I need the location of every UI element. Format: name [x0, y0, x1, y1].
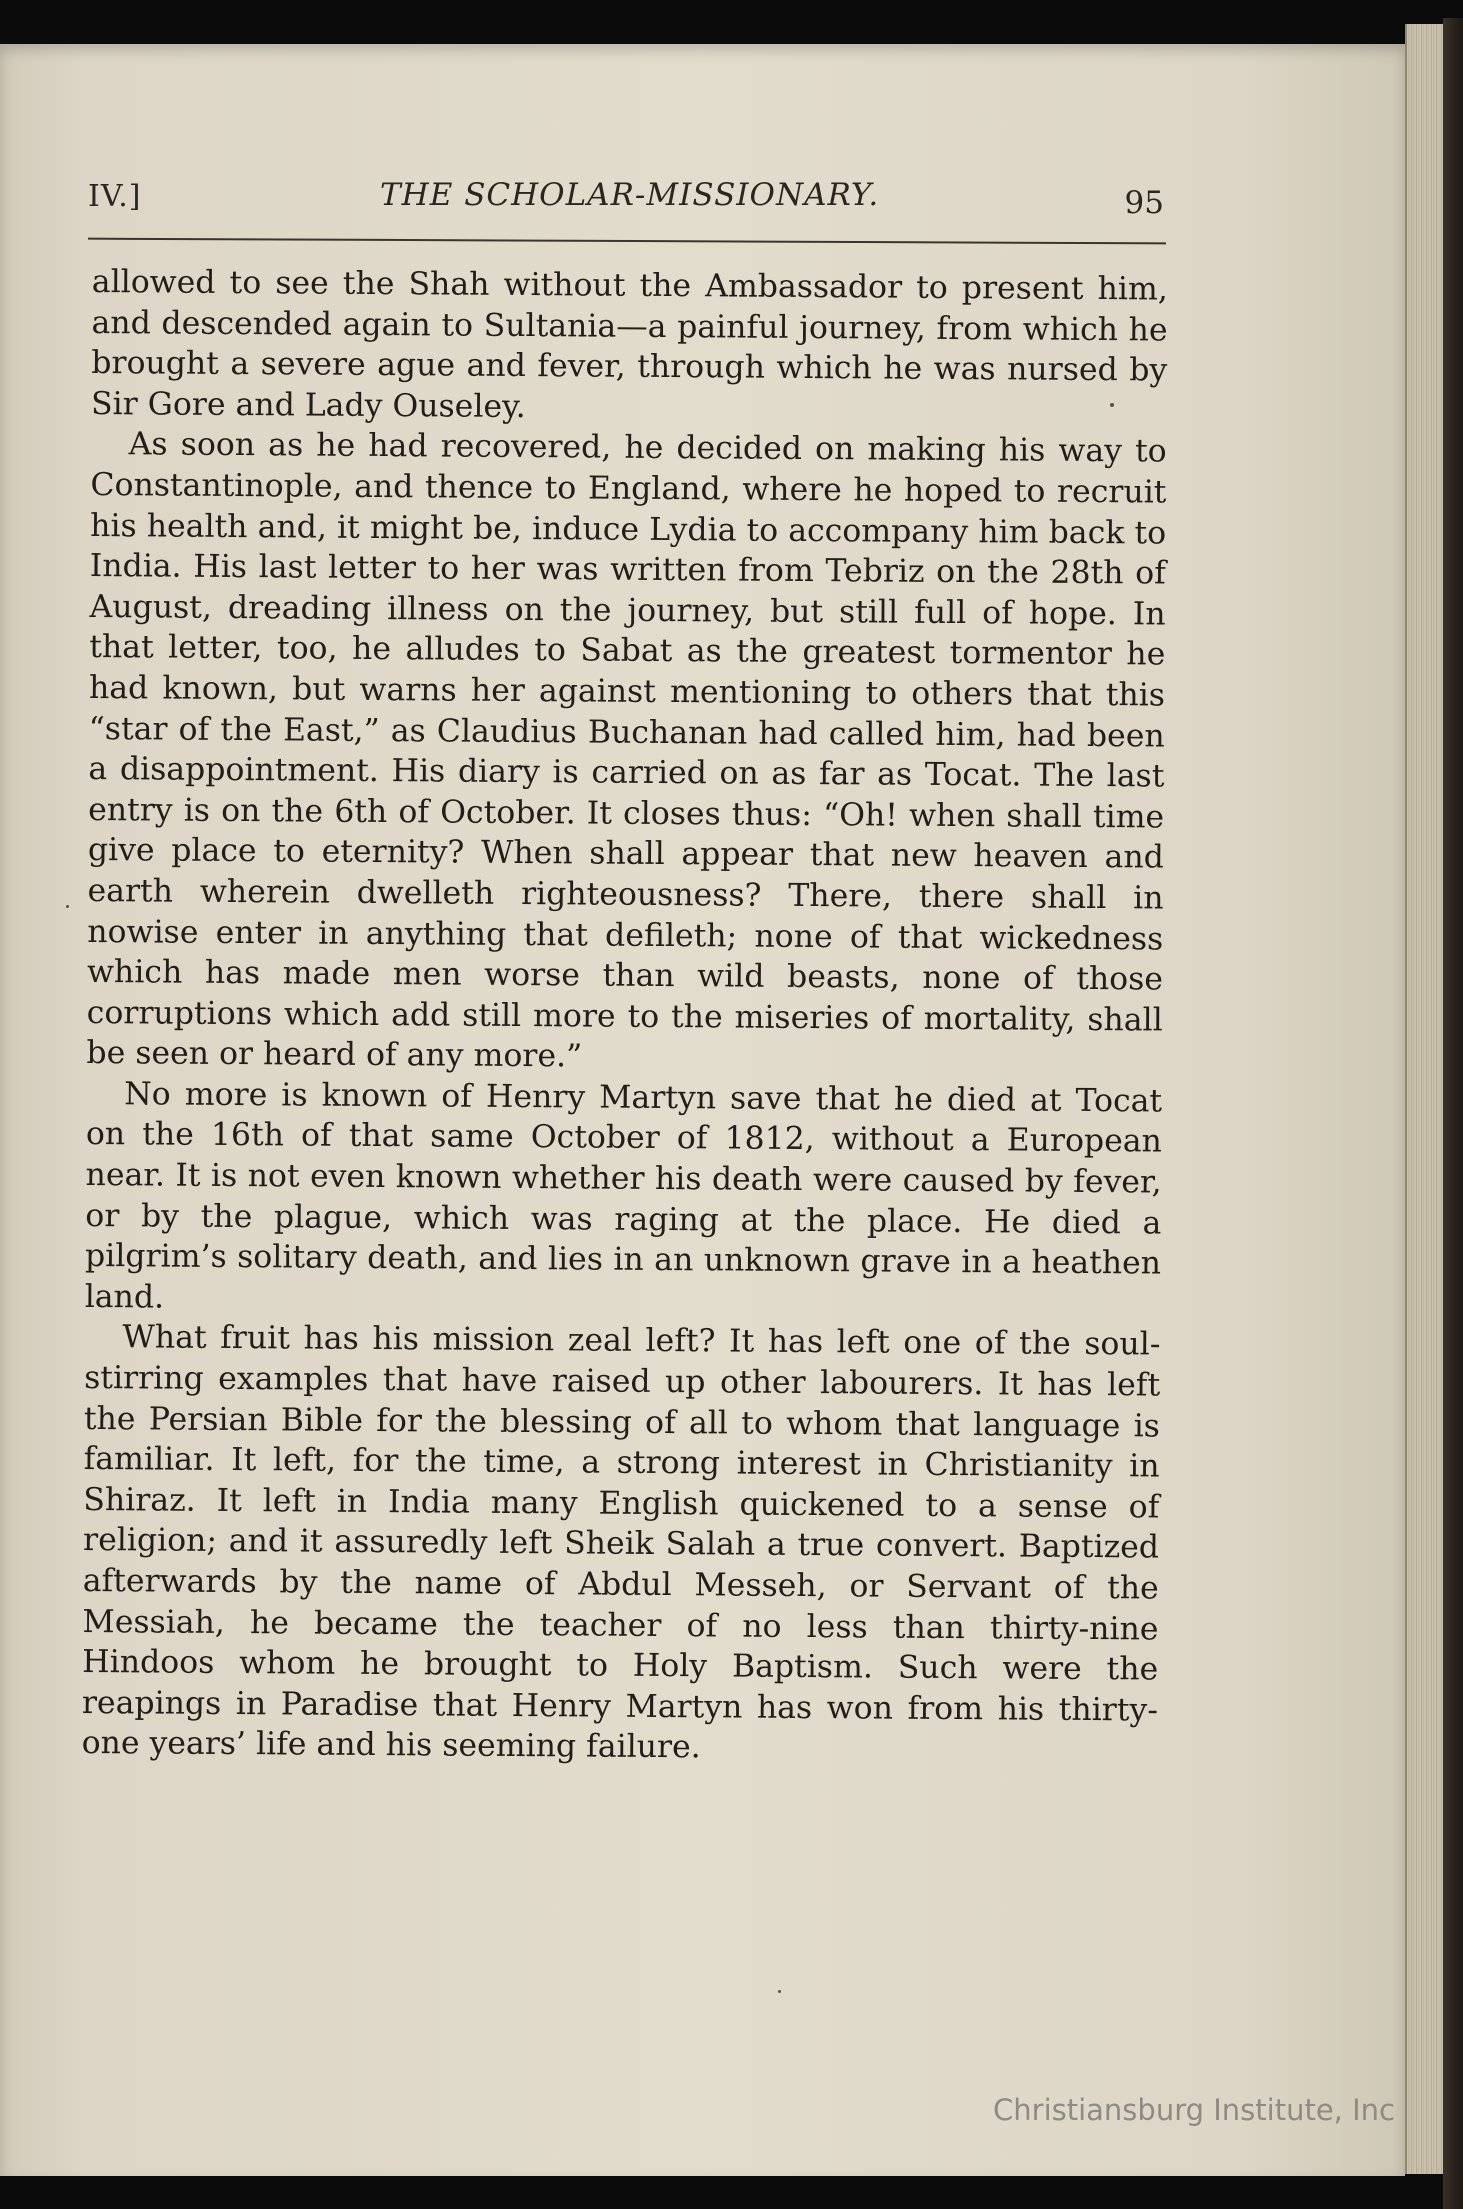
body-text	[82, 262, 1168, 1771]
paper-speck	[778, 1990, 781, 1993]
page-edges	[1405, 24, 1445, 2174]
paper-speck	[66, 905, 69, 908]
chapter-number: IV.]	[88, 179, 142, 214]
paragraph: What fruit has his mission zeal left? It has left one of the soul-stirring examples that have raised up other labourers. It has left the Persian Bible for the blessing of all to whom that language is familiar. It left, for the time, a strong interest in Christianity in Shiraz. It left in India many English quickened to a sense of religion; and it assuredly left Sheik Salah a true convert. Baptized afterwards by the name of Abdul Messeh, or Servant of the Messiah, he became the teacher of no less than thirty-nine Hindoos whom he brought to Holy Baptism. Such were the reapings in Paradise that Henry Martyn has won from his thirty-one years’ life and his seeming failure.	[81, 1319, 1161, 1766]
page-number: 95	[1124, 185, 1164, 221]
watermark: Christiansburg Institute, Inc	[993, 2093, 1395, 2127]
paper-speck	[1110, 403, 1114, 407]
book-binding-edge	[1443, 18, 1463, 2209]
paragraph: No more is known of Henry Martyn save that he died at Tocat on the 16th of that same October of 1812, without a European near. It is not even known whether his death were caused by fever, or by the plague, which was raging at the place. He died a pilgrim’s solitary death, and lies in an unknown grave in a heathen land.	[84, 1076, 1163, 1316]
paragraph-continued: allowed to see the Shah without the Ambassador to present him, and descended again to Sultania—a painful journey, from which he brought a severe ague and fever, through which he was nursed by Sir Gore and Lady Ouseley.	[90, 263, 1168, 425]
running-header	[88, 175, 1164, 233]
running-title: THE SCHOLAR-MISSIONARY.	[380, 177, 880, 213]
paragraph: As soon as he had recovered, he decided on making his way to Constantinople, and thence to England, where he hoped to recruit his health and, it might be, induce Lydia to accompany him back to India. His last letter to her was written from Tebriz on the 28th of August, dreading illness on the journey, but still full of hope. In that letter, too, he alludes to Sabat as the greatest tormentor he had known, but warns her against mentioning to others that this “star of the East,” as Claudius Buchanan had called him, had been a disappointment. His diary is carried on as far as Tocat. The last entry is on the 6th of October. It closes thus: “Oh! when shall time give place to eternity? When shall appear that new heaven and earth wherein dwelleth righteousness? There, there shall in nowise enter in anything that defileth; none of that wickedness which has made men worse than wild beasts, none of those corruptions which add still more to the miseries of mortality, shall be seen or heard of any more.”	[86, 426, 1167, 1075]
